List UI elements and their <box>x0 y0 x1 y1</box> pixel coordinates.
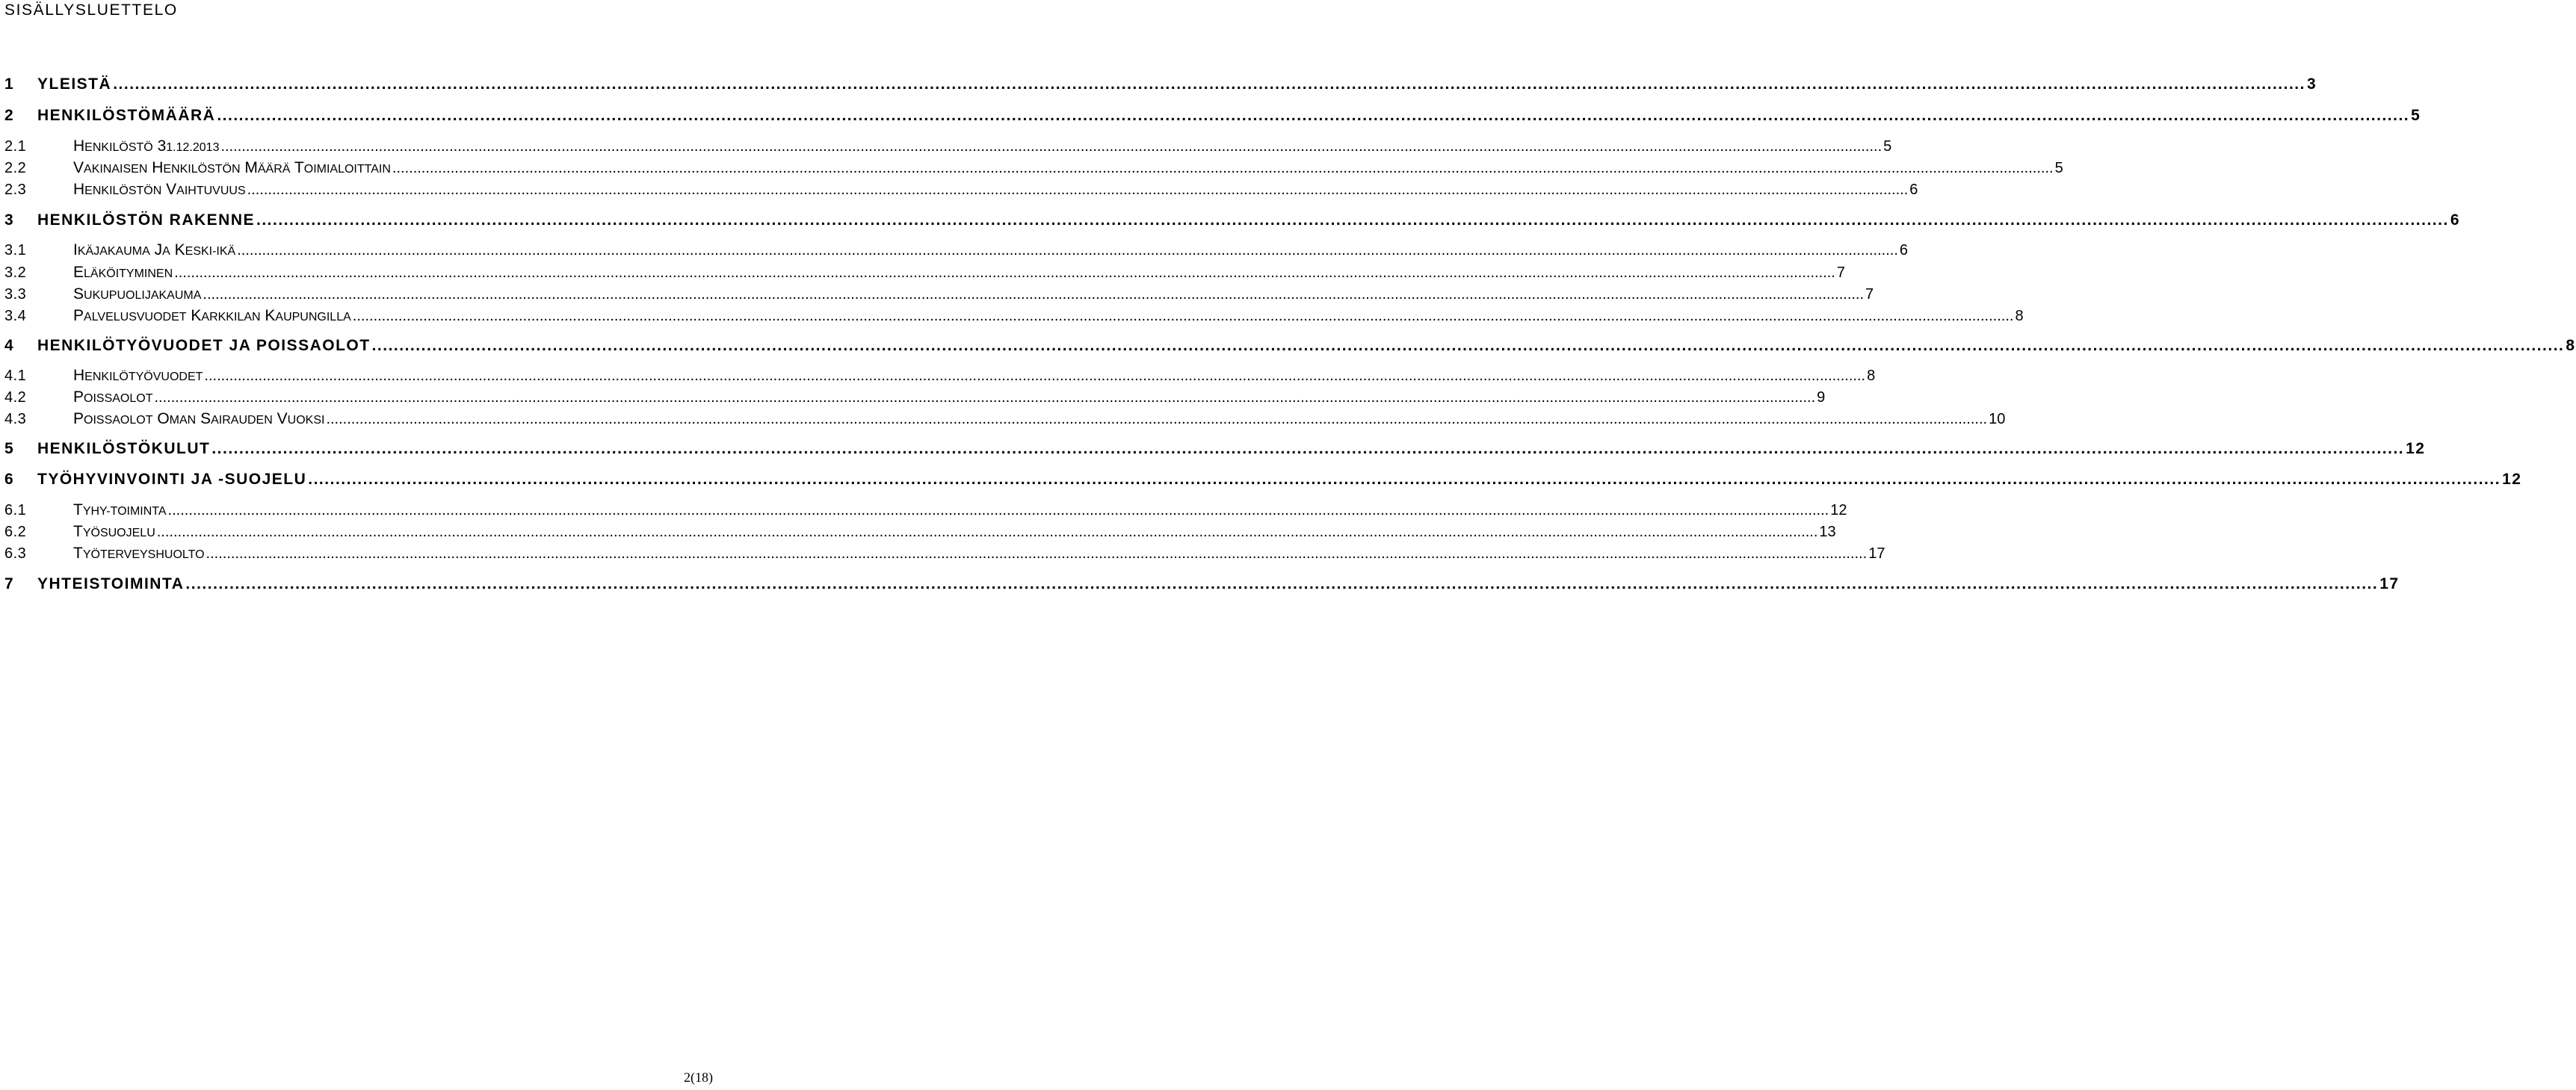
toc-entry-title: IKÄJAKAUMA JA KESKI-IKÄ <box>73 241 236 258</box>
toc-entry-title: HENKILÖSTÖN RAKENNE <box>37 211 256 229</box>
toc-entry-number: 1 <box>4 75 15 93</box>
toc-entry-title: HENKILÖTYÖVUODET <box>73 367 203 384</box>
toc-entry-number: 6.3 <box>4 545 27 562</box>
toc-entry-number: 3.1 <box>4 242 27 258</box>
toc-entry-title: HENKILÖSTÖKULUT <box>37 440 211 457</box>
toc-entry-number: 4.1 <box>4 368 27 384</box>
toc-leader-dots: ................................................................................................................................................................................................................................................................................................................................................................................................................ <box>211 440 2405 457</box>
toc-leader-dots: ................................................................................................................................................................................................................................................................................................................................................................................................................ <box>217 107 2410 124</box>
toc-entry-page: 12 <box>2406 440 2426 457</box>
toc-entry-title: ELÄKÖITYMINEN <box>73 264 173 281</box>
toc-entry-page: 8 <box>2566 337 2576 354</box>
toc-entry-title: TYÖTERVEYSHUOLTO <box>73 545 205 562</box>
toc-leader-dots: ................................................................................................................................................................................................................................................................................................................................................................................................................ <box>167 502 1829 518</box>
toc-entry-title: YHTEISTOIMINTA <box>37 575 185 592</box>
toc-entry-section[interactable] <box>4 264 1845 282</box>
toc-entry-title: TYÖSUOJELU <box>73 523 155 540</box>
toc-entry-chapter[interactable] <box>4 471 2522 489</box>
toc-entry-title: TYHY-TOIMINTA <box>73 501 167 518</box>
toc-leader-dots: ................................................................................................................................................................................................................................................................................................................................................................................................................ <box>203 286 1865 303</box>
toc-entry-number: 4.2 <box>4 389 27 406</box>
toc-entry-page: 7 <box>1865 286 1874 303</box>
toc-entry-section[interactable] <box>4 410 2006 428</box>
toc-entry-chapter[interactable] <box>4 75 2317 93</box>
toc-entry-chapter[interactable] <box>4 337 2576 355</box>
toc-leader-dots: ................................................................................................................................................................................................................................................................................................................................................................................................................ <box>113 75 2305 93</box>
toc-leader-dots: ................................................................................................................................................................................................................................................................................................................................................................................................................ <box>308 471 2501 488</box>
toc-entry-page: 5 <box>2054 160 2063 176</box>
toc-leader-dots: ................................................................................................................................................................................................................................................................................................................................................................................................................ <box>352 308 2014 324</box>
toc-entry-page: 12 <box>2502 471 2522 488</box>
toc-entry-page: 6 <box>1899 242 1908 258</box>
toc-entry-number: 2.3 <box>4 182 27 198</box>
toc-entry-number: 2 <box>4 107 15 124</box>
toc-entry-section[interactable] <box>4 501 1847 519</box>
toc-entry-section[interactable] <box>4 307 2024 325</box>
toc-entry-number: 2.1 <box>4 138 27 155</box>
toc-entry-title: HENKILÖSTÖMÄÄRÄ <box>37 107 216 124</box>
page-title: SISÄLLYSLUETTELO <box>4 1 178 19</box>
toc-entry-number: 3.3 <box>4 286 27 303</box>
toc-entry-title: VAKINAISEN HENKILÖSTÖN MÄÄRÄ TOIMIALOITTAIN <box>73 159 391 176</box>
toc-entry-page: 6 <box>1909 182 1918 198</box>
toc-entry-section[interactable] <box>4 367 1876 385</box>
toc-entry-page: 9 <box>1817 389 1826 406</box>
toc-entry-chapter[interactable] <box>4 575 2400 593</box>
toc-leader-dots: ................................................................................................................................................................................................................................................................................................................................................................................................................ <box>204 368 1866 384</box>
toc-entry-page: 8 <box>2015 308 2024 324</box>
toc-entry-page: 5 <box>1883 138 1892 155</box>
toc-entry-number: 3.4 <box>4 308 27 324</box>
toc-entry-number: 7 <box>4 575 15 592</box>
toc-entry-title: PALVELUSVUODET KARKKILAN KAUPUNGILLA <box>73 307 351 324</box>
toc-leader-dots: ................................................................................................................................................................................................................................................................................................................................................................................................................ <box>174 264 1835 281</box>
toc-entry-page: 6 <box>2450 211 2460 229</box>
toc-leader-dots: ................................................................................................................................................................................................................................................................................................................................................................................................................ <box>156 524 1818 540</box>
toc-entry-number: 6.2 <box>4 524 27 540</box>
toc-entry-title: SUKUPUOLIJAKAUMA <box>73 285 202 303</box>
toc-leader-dots: ................................................................................................................................................................................................................................................................................................................................................................................................................ <box>185 575 2379 592</box>
toc-entry-number: 4.3 <box>4 411 27 427</box>
toc-leader-dots: ................................................................................................................................................................................................................................................................................................................................................................................................................ <box>154 389 1816 406</box>
toc-entry-number: 4 <box>4 337 15 354</box>
toc-entry-title: POISSAOLOT OMAN SAIRAUDEN VUOKSI <box>73 410 325 427</box>
toc-leader-dots: ................................................................................................................................................................................................................................................................................................................................................................................................................ <box>371 337 2565 354</box>
toc-entry-title: HENKILÖTYÖVUODET JA POISSAOLOT <box>37 337 371 354</box>
toc-entry-number: 6 <box>4 471 15 488</box>
toc-entry-number: 3.2 <box>4 264 27 281</box>
toc-leader-dots: ................................................................................................................................................................................................................................................................................................................................................................................................................ <box>237 242 1898 258</box>
toc-leader-dots: ................................................................................................................................................................................................................................................................................................................................................................................................................ <box>220 138 1882 155</box>
toc-entry-page: 3 <box>2306 75 2317 93</box>
toc-entry-title: POISSAOLOT <box>73 388 153 406</box>
toc-entry-section[interactable] <box>4 523 1836 541</box>
toc-entry-number: 3 <box>4 211 15 229</box>
toc-entry-section[interactable] <box>4 285 1874 303</box>
toc-entry-title: TYÖHYVINVOINTI JA -SUOJELU <box>37 471 307 488</box>
toc-entry-page: 10 <box>1989 411 2006 427</box>
toc-entry-number: 5 <box>4 440 15 457</box>
toc-entry-chapter[interactable] <box>4 211 2460 229</box>
toc-entry-page: 12 <box>1830 502 1847 518</box>
toc-entry-page: 5 <box>2411 107 2421 124</box>
toc-entry-chapter[interactable] <box>4 107 2421 125</box>
toc-leader-dots: ................................................................................................................................................................................................................................................................................................................................................................................................................ <box>256 211 2449 229</box>
toc-leader-dots: ................................................................................................................................................................................................................................................................................................................................................................................................................ <box>326 411 1988 427</box>
toc-entry-section[interactable] <box>4 241 1908 259</box>
toc-entry-section[interactable] <box>4 159 2063 177</box>
toc-entry-page: 8 <box>1867 368 1876 384</box>
toc-leader-dots: ................................................................................................................................................................................................................................................................................................................................................................................................................ <box>247 182 1909 198</box>
toc-entry-chapter[interactable] <box>4 440 2426 458</box>
toc-entry-section[interactable] <box>4 545 1885 563</box>
toc-entry-title: HENKILÖSTÖ 31.12.2013 <box>73 137 220 155</box>
toc-entry-number: 2.2 <box>4 160 27 176</box>
toc-entry-section[interactable] <box>4 388 1826 406</box>
toc-entry-page: 17 <box>1868 545 1885 562</box>
toc-entry-page: 17 <box>2379 575 2400 592</box>
page-number: 2(18) <box>684 1070 713 1085</box>
toc-entry-number: 6.1 <box>4 502 27 518</box>
toc-entry-page: 13 <box>1819 524 1836 540</box>
toc-entry-page: 7 <box>1836 264 1845 281</box>
toc-entry-section[interactable] <box>4 137 1892 155</box>
toc-entry-section[interactable] <box>4 181 1918 199</box>
toc-entry-title: YLEISTÄ <box>37 75 112 93</box>
toc-entry-title: HENKILÖSTÖN VAIHTUVUUS <box>73 181 246 198</box>
toc-leader-dots: ................................................................................................................................................................................................................................................................................................................................................................................................................ <box>392 160 2054 176</box>
toc-leader-dots: ................................................................................................................................................................................................................................................................................................................................................................................................................ <box>206 545 1868 562</box>
